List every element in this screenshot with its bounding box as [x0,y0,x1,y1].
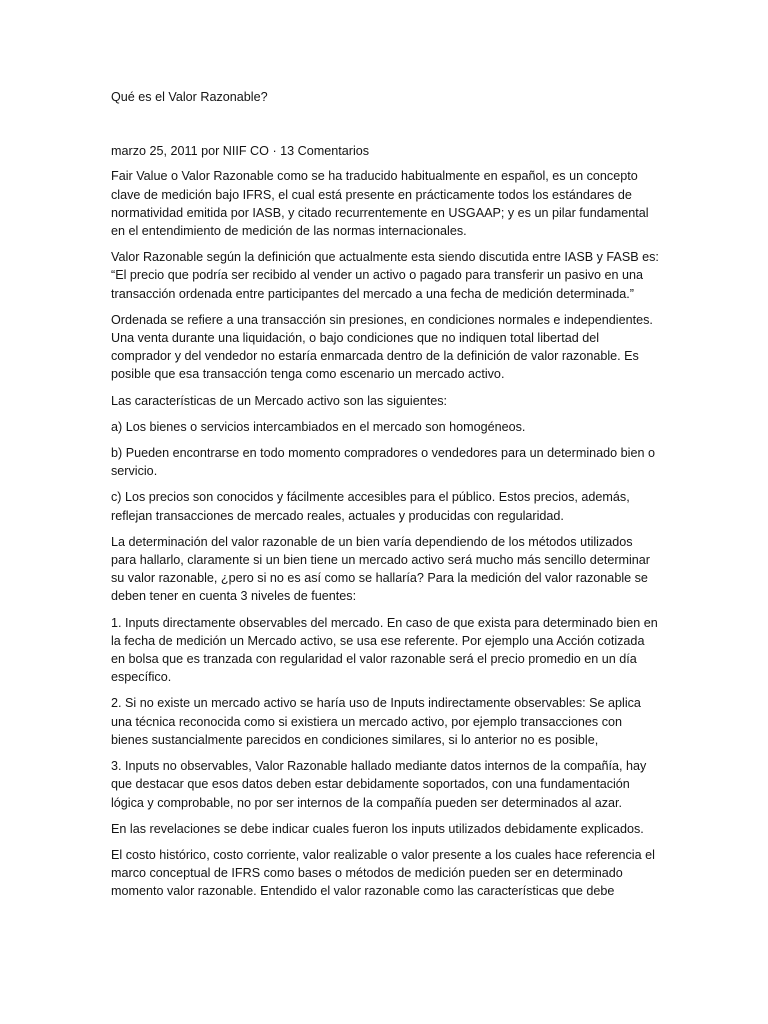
paragraph: Las características de un Mercado activo son las siguientes: [111,393,448,408]
paragraph: El costo histórico, costo corriente, valor realizable o valor presente a los cuales hace referencia el marco conceptual de IFRS como bases o métodos de medición pueden ser en determinado momento valor razonable. Entendido el valor razonable como las características que debe [111,847,655,899]
document-title: Qué es el Valor Razonable? [111,90,268,104]
paragraph: La determinación del valor razonable de un bien varía dependiendo de los métodos utilizados para hallarlo, claramente si un bien tiene un mercado activo será mucho más sencillo determinar su valor razonable, ¿pero si no es así como se hallaría? Para la medición del valor razonable se deben tener en cuenta 3 niveles de fuentes: [111,534,651,604]
paragraph: Valor Razonable según la definición que actualmente esta siendo discutida entre IASB y FASB es: “El precio que podría ser recibido al vender un activo o pagado para transferir un pasivo en una transacción ordenada entre participantes del mercado a una fecha de medición determinada.” [111,250,659,301]
list-item: 3. Inputs no observables, Valor Razonable hallado mediante datos internos de la compañía, hay que destacar que esos datos deben estar debidamente soportados, con una fundamentación lógica y comprobable, no por ser internos de la compañía pueden ser determinados al azar. [111,759,647,810]
list-item: b) Pueden encontrarse en todo momento compradores o vendedores para un determinado bien o servicio. [111,446,655,479]
paragraph: Fair Value o Valor Razonable como se ha traducido habitualmente en español, es un concepto clave de medición bajo IFRS, el cual está presente en prácticamente todos los estándares de normatividad emitida por IASB, y citado recurrentemente en USGAAP; y es un pilar fundamental en el entendimiento de medición de las normas internacionales. [111,169,649,239]
list-item: 2. Si no existe un mercado activo se haría uso de Inputs indirectamente observables: Se aplica una técnica reconocida como si existiera un mercado activo, por ejemplo transacciones con bienes sustancialmente parecidos en condiciones similares, si lo anterior no es posible, [111,696,641,747]
byline: marzo 25, 2011 por NIIF CO · 13 Comentarios [111,144,370,159]
list-item: a) Los bienes o servicios intercambiados en el mercado son homogéneos. [111,419,526,434]
document-page [111,88,659,901]
list-item: 1. Inputs directamente observables del mercado. En caso de que exista para determinado bien en la fecha de medición un Mercado activo, se usa ese referente. Por ejemplo una Acción cotizada en bolsa que es tranzada con regularidad el valor razonable será el precio promedio en un día específico. [111,615,658,685]
paragraph: En las revelaciones se debe indicar cuales fueron los inputs utilizados debidamente explicados. [111,821,644,836]
paragraph: Ordenada se refiere a una transacción sin presiones, en condiciones normales e independientes. Una venta durante una liquidación, o bajo condiciones que no indiquen total libertad del comprador y del vendedor no estaría enmarcada dentro de la definición de valor razonable. Es posible que esa transacción tenga como escenario un mercado activo. [111,312,653,382]
list-item: c) Los precios son conocidos y fácilmente accesibles para el público. Estos precios, además, reflejan transacciones de mercado reales, actuales y producidas con regularidad. [111,490,630,523]
